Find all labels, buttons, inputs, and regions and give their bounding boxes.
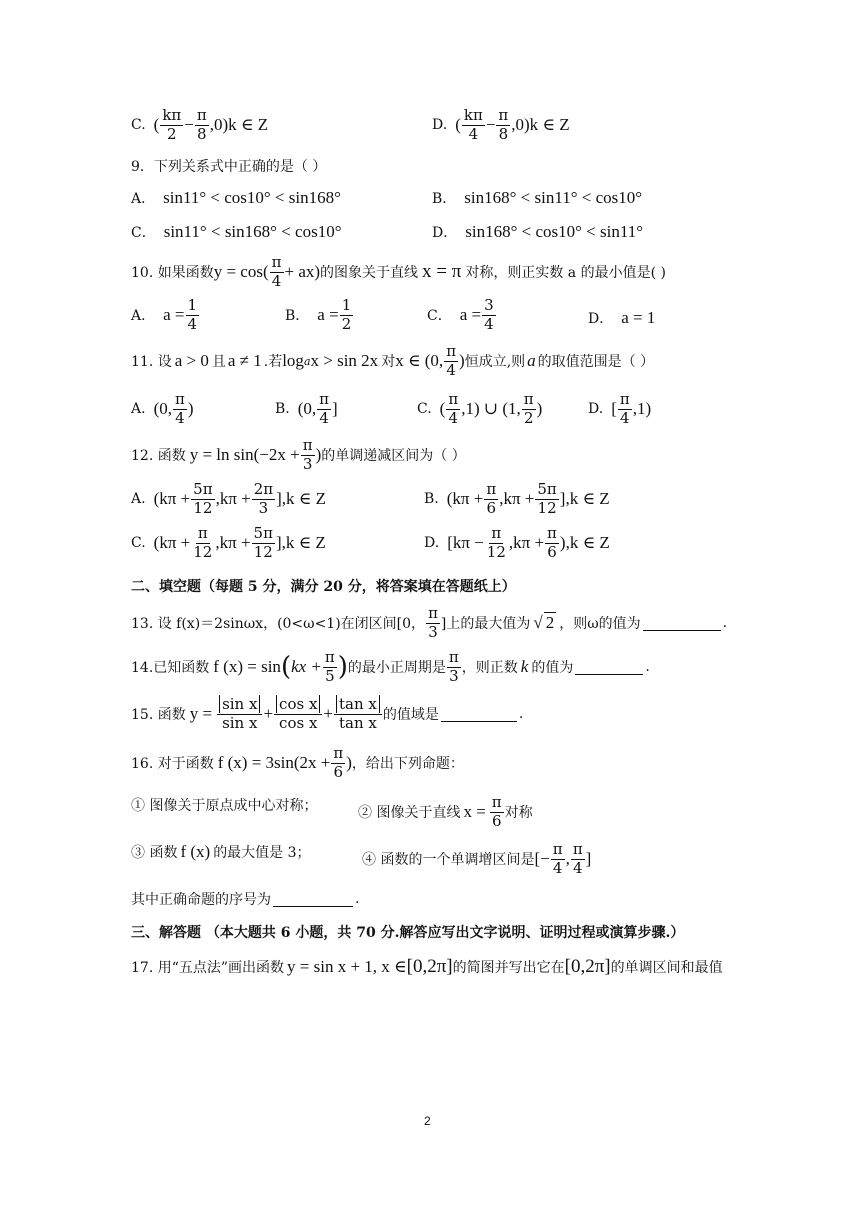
fraction: $\frac{\pi}{3}$ [428, 604, 438, 641]
q9-option-c: C． sin11° < sin168° < cos10° [131, 222, 342, 241]
fraction: $\frac{5\pi}{12}$ [253, 524, 273, 561]
fraction: $\frac{1}{4}$ [187, 296, 198, 333]
q16-proposition-1: ① 图像关于原点成中心对称； [131, 798, 318, 814]
q11-stem: 11. 设 a > 0 且 a ≠ 1 .若 log a x > sin 2x 对 x ∈ (0, $\frac{\pi}{4}$ ) 恒成立,则 a 的取值范围是（ ） [131, 342, 655, 379]
q12-option-b: B. (kπ + $\frac{\pi}{6}$ ,kπ + $\frac{5\pi}{12}$ ],k ∈ Z [424, 480, 610, 517]
q17-stem: 17. 用“五点法”画出函数 y = sin x + 1, x ∈ [0,2π] 的简图并写出它在 [0,2π] 的单调区间和最值 [131, 956, 723, 977]
fraction: $\frac{5\pi}{12}$ [537, 480, 557, 517]
fraction: $\frac{\pi}{12}$ [193, 524, 213, 561]
q12-option-a: A. (kπ + $\frac{5\pi}{12}$ ,kπ + $\frac{2\pi}{3}$ ],k ∈ Z [131, 480, 327, 517]
fraction: $\frac{1}{2}$ [341, 296, 352, 333]
fraction: $\frac{\pi}{6}$ [486, 480, 497, 517]
fraction: $\frac{\pi}{4}$ [552, 840, 563, 877]
q15-answer-blank [441, 707, 517, 722]
q11-option-c: C. ( $\frac{\pi}{4}$ ,1) ∪ (1, $\frac{\pi}{2}$ ) [417, 390, 543, 427]
fraction: $\frac{k\pi}{4}$ [463, 106, 483, 143]
fraction: $\frac{\pi}{5}$ [324, 648, 335, 685]
section-2-heading: 二、填空题（每题 5 分，满分 20 分，将答案填在答题纸上） [131, 579, 516, 595]
q9-option-b: B． sin168° < sin11° < cos10° [432, 188, 643, 207]
fraction: $\frac{\text{cos x}}{\text{cos x}}$ [274, 697, 322, 732]
section-3-heading: 三、解答题 （本大题共 6 小题，共 70 分.解答应写出文字说明、证明过程或演算步骤.） [131, 925, 685, 941]
q16-proposition-2: ② 图像关于直线 x = $\frac{\pi}{6}$ 对称 [358, 793, 533, 830]
fraction: $\frac{\pi}{8}$ [196, 106, 207, 143]
q16-stem: 16. 对于函数 f (x) = 3sin(2x + $\frac{\pi}{6}$ ) ，给出下列命题： [131, 744, 464, 781]
q13-answer-blank [643, 616, 721, 631]
q15-stem: 15. 函数 y = $\frac{\text{sin x}}{\text{sin x}}$ + $\frac{\text{cos x}}{\text{cos x}}$ + $\frac{\text{tan x}}{\text{tan x}}$ 的值域是 . [131, 695, 524, 732]
q16-answer-line: 其中正确命题的序号为 . [131, 891, 360, 908]
q9-option-a: A． sin11° < cos10° < sin168° [131, 188, 341, 207]
fraction: $\frac{2\pi}{3}$ [253, 480, 274, 517]
q11-option-a: A. (0, $\frac{\pi}{4}$ ) [131, 390, 194, 427]
q10-stem: 10. 如果函数 y = cos( $\frac{\pi}{4}$ + ax) 的图象关于直线 x = π 对称，则正实数 a 的最小值是( ) [131, 253, 666, 290]
q9-stem: 9．下列关系式中正确的是（ ） [131, 159, 327, 175]
fraction: $\frac{\pi}{4}$ [271, 253, 282, 290]
q12-stem: 12. 函数 y = ln sin(−2x + $\frac{\pi}{3}$ ) 的单调递减区间为（ ） [131, 436, 466, 473]
q8-option-d: D. ( $\frac{k\pi}{4}$ − $\frac{\pi}{8}$ ,0)k ∈ Z [432, 106, 570, 143]
fraction: $\frac{\pi}{4}$ [319, 390, 330, 427]
fraction: $\frac{\pi}{6}$ [491, 793, 502, 830]
q16-answer-blank [273, 892, 353, 907]
q10-option-c: C． a = $\frac{3}{4}$ [427, 296, 494, 333]
q12-option-c: C. (kπ + $\frac{\pi}{12}$ ,kπ + $\frac{5\pi}{12}$ ],k ∈ Z [131, 524, 326, 561]
fraction: $\frac{\text{tan x}}{\text{tan x}}$ [334, 697, 382, 732]
fraction: $\frac{\pi}{4}$ [174, 390, 185, 427]
q10-option-b: B． a = $\frac{1}{2}$ [285, 296, 352, 333]
fraction: $\frac{5\pi}{12}$ [193, 480, 213, 517]
fraction: $\frac{\pi}{4}$ [448, 390, 459, 427]
fraction: $\frac{\pi}{3}$ [448, 648, 459, 685]
q9-option-d: D． sin168° < cos10° < sin11° [432, 222, 644, 241]
q11-option-d: D. [ $\frac{\pi}{4}$ ,1) [588, 390, 652, 427]
q10-option-a: A． a = $\frac{1}{4}$ [131, 296, 198, 333]
fraction: $\frac{\pi}{8}$ [498, 106, 509, 143]
q14-answer-blank [575, 660, 643, 675]
q14-stem: 14.已知函数 f (x) = sin ( kx + $\frac{\pi}{5}$ ) 的最小正周期是 $\frac{\pi}{3}$ ，则正数 k 的值为 . [131, 648, 650, 685]
fraction: $\frac{\text{sin x}}{\text{sin x}}$ [217, 697, 262, 732]
fraction: $\frac{\pi}{4}$ [446, 342, 457, 379]
fraction: $\frac{k\pi}{2}$ [162, 106, 182, 143]
fraction: $\frac{\pi}{2}$ [523, 390, 534, 427]
fraction: $\frac{\pi}{6}$ [333, 744, 344, 781]
q11-option-b: B. (0, $\frac{\pi}{4}$ ] [275, 390, 338, 427]
fraction: $\frac{\pi}{3}$ [302, 436, 313, 473]
fraction: $\frac{\pi}{4}$ [572, 840, 583, 877]
fraction: $\frac{\pi}{12}$ [486, 524, 506, 561]
q16-proposition-4: ④ 函数的一个单调增区间是 [− $\frac{\pi}{4}$ , $\frac{\pi}{4}$ ] [362, 840, 592, 877]
fraction: $\frac{\pi}{4}$ [619, 390, 630, 427]
q10-option-d: D． a = 1 [588, 308, 656, 327]
fraction: $\frac{3}{4}$ [484, 296, 494, 333]
q12-option-d: D. [kπ − $\frac{\pi}{12}$ ,kπ + $\frac{\pi}{6}$ ),k ∈ Z [424, 524, 610, 561]
page-number: 2 [424, 1114, 431, 1128]
fraction: $\frac{\pi}{6}$ [547, 524, 557, 561]
q16-proposition-3: ③ 函数 f (x) 的最大值是 3； [131, 842, 311, 861]
q13-stem: 13. 设 f(x)＝2sinωx，(0<ω<1)在闭区间[0， $\frac{\pi}{3}$ ]上的最大值为 √ 2 ，则ω的值为 . [131, 604, 728, 641]
q8-option-c: C. ( $\frac{k\pi}{2}$ − $\frac{\pi}{8}$ ,0)k ∈ Z [131, 106, 269, 143]
